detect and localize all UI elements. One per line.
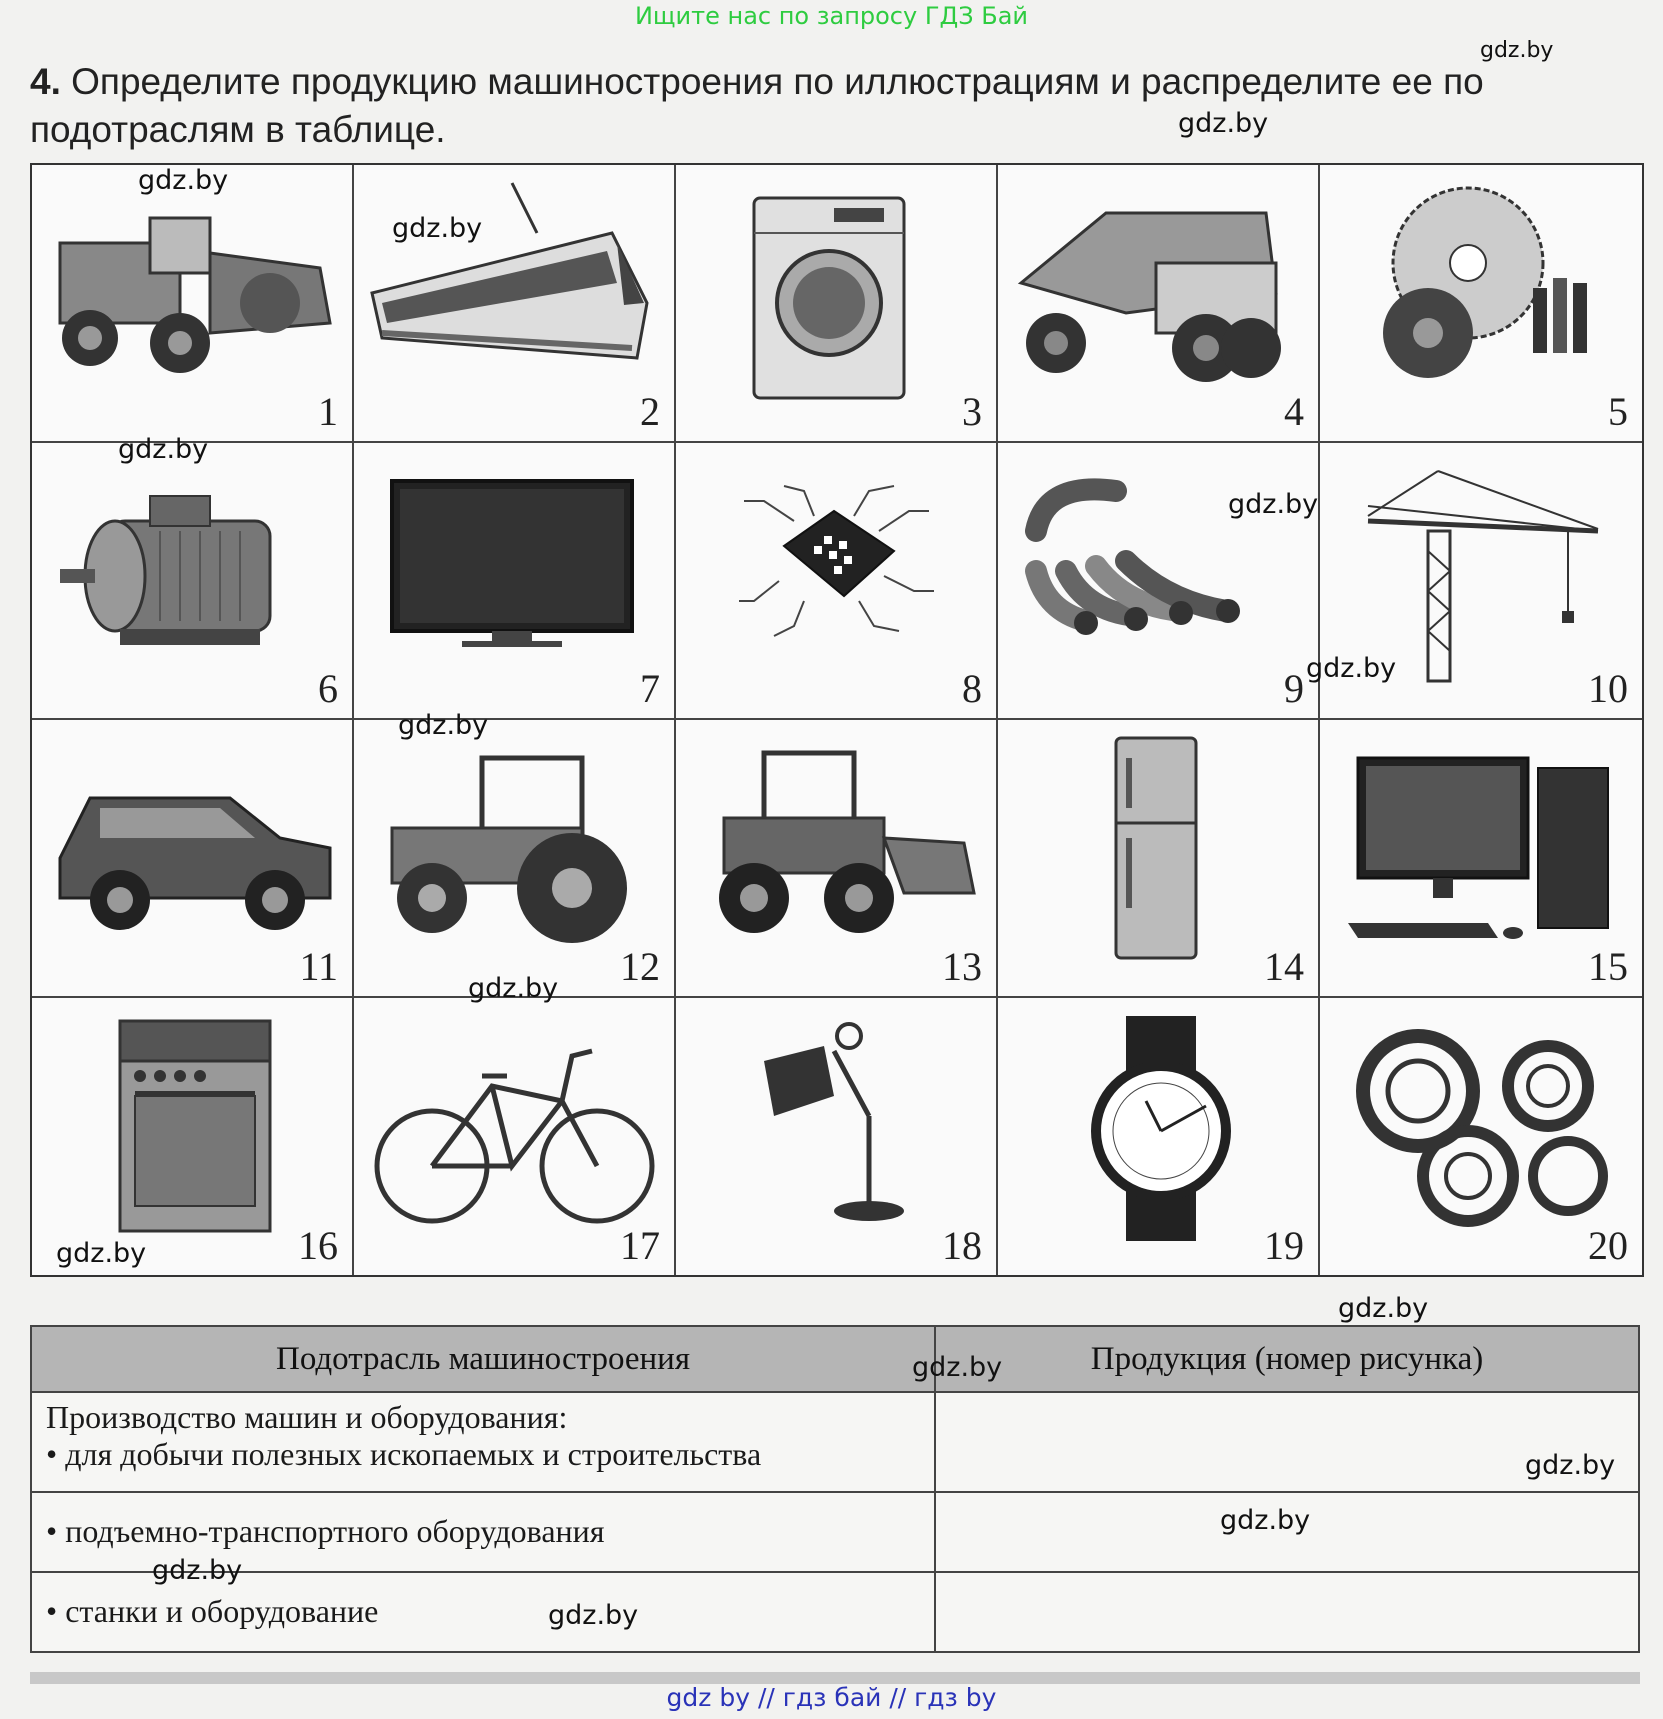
watermark: gdz.by	[56, 1238, 147, 1269]
image-cell-2	[354, 165, 676, 443]
image-cell-18	[676, 998, 998, 1276]
image-number: 16	[298, 1223, 338, 1268]
image-number: 8	[962, 666, 982, 711]
saw-blades-cutters-icon	[1328, 173, 1628, 408]
image-number: 15	[1588, 943, 1628, 989]
image-number: 18	[942, 1223, 982, 1268]
answer-cell-3[interactable]	[935, 1572, 1639, 1652]
image-number: 4	[1284, 388, 1304, 434]
image-cell-5	[1320, 165, 1642, 443]
washing-machine-icon	[684, 173, 984, 408]
watermark: gdz.by	[1525, 1450, 1616, 1481]
image-number: 12	[620, 943, 660, 989]
tower-crane-icon	[1328, 451, 1628, 686]
electric-motor-icon	[40, 451, 340, 686]
watermark: gdz.by	[392, 213, 483, 244]
microchip-icon	[684, 451, 984, 686]
task-text: Определите продукцию машиностроения по иллюстрациям и распределите ее по подотраслям в таблице.	[30, 61, 1484, 150]
watermark: gdz.by	[912, 1352, 1003, 1383]
wheel-loader-icon	[684, 728, 984, 963]
image-number: 10	[1588, 666, 1628, 711]
task-number: 4.	[30, 61, 61, 102]
image-cell-9	[998, 443, 1320, 721]
tram-icon	[362, 173, 662, 408]
image-cell-19	[998, 998, 1320, 1276]
computer-icon	[1328, 728, 1628, 963]
image-number: 9	[1284, 666, 1304, 711]
header-products: Продукция (номер рисунка)	[935, 1326, 1639, 1392]
bicycle-icon	[362, 1006, 662, 1241]
tv-icon	[362, 451, 662, 686]
image-cell-1	[32, 165, 354, 443]
image-cell-17	[354, 998, 676, 1276]
task-title	[30, 58, 1650, 154]
image-cell-3	[676, 165, 998, 443]
watermark: gdz.by	[1306, 653, 1397, 684]
image-number: 17	[620, 1223, 660, 1268]
row-item-lifting: • подъемно-транспортного оборудования	[46, 1513, 605, 1549]
desk-lamp-icon	[684, 1006, 984, 1241]
subsector-table	[30, 1325, 1640, 1653]
image-cell-7	[354, 443, 676, 721]
watermark: gdz.by	[398, 710, 489, 741]
watermark: gdz.by	[1178, 108, 1269, 139]
tractor-icon	[362, 728, 662, 963]
watermark: gdz.by	[1228, 489, 1319, 520]
row-item-mining: • для добычи полезных ископаемых и строительства	[46, 1436, 762, 1472]
image-number: 14	[1264, 943, 1304, 989]
image-cell-20	[1320, 998, 1642, 1276]
image-number: 5	[1608, 388, 1628, 434]
image-number: 1	[318, 388, 338, 434]
watermark: gdz.by	[1220, 1505, 1311, 1536]
image-number: 13	[942, 943, 982, 989]
watermark: gdz.by	[1480, 38, 1554, 63]
watermark: gdz.by	[548, 1600, 639, 1631]
cables-icon	[1006, 451, 1306, 686]
dump-truck-icon	[1006, 173, 1306, 408]
car-icon	[40, 728, 340, 963]
refrigerator-icon	[1006, 728, 1306, 963]
image-cell-16	[32, 998, 354, 1276]
row-heading: Производство машин и оборудования:	[46, 1399, 568, 1435]
watermark: gdz.by	[138, 165, 229, 196]
image-cell-15	[1320, 720, 1642, 998]
image-number: 11	[299, 943, 338, 989]
image-cell-14	[998, 720, 1320, 998]
image-number: 19	[1264, 1223, 1304, 1268]
row-item-machine-tools: • станки и оборудование	[46, 1593, 379, 1629]
watermark: gdz.by	[152, 1555, 243, 1586]
image-number: 20	[1588, 1223, 1628, 1268]
image-cell-12	[354, 720, 676, 998]
row-mining-construction	[31, 1392, 935, 1492]
image-cell-4	[998, 165, 1320, 443]
image-cell-8	[676, 443, 998, 721]
image-cell-11	[32, 720, 354, 998]
bearings-icon	[1328, 1006, 1628, 1241]
image-number: 3	[962, 388, 982, 434]
image-cell-6	[32, 443, 354, 721]
watermark: gdz.by	[468, 973, 559, 1004]
watermark: gdz.by	[118, 434, 209, 465]
image-cell-13	[676, 720, 998, 998]
snowblower-truck-icon	[40, 173, 340, 408]
header-subsector: Подотрасль машиностроения	[31, 1326, 935, 1392]
stove-icon	[40, 1006, 340, 1241]
watermark: gdz.by	[1338, 1293, 1429, 1324]
top-banner: Ищите нас по запросу ГДЗ Бай	[634, 2, 1029, 30]
wristwatch-icon	[1006, 1006, 1306, 1241]
image-grid	[30, 163, 1644, 1277]
image-number: 2	[640, 388, 660, 434]
image-number: 7	[640, 666, 660, 711]
image-number: 6	[318, 666, 338, 711]
bottom-banner: gdz by // гдз бай // гдз by	[666, 1683, 997, 1712]
